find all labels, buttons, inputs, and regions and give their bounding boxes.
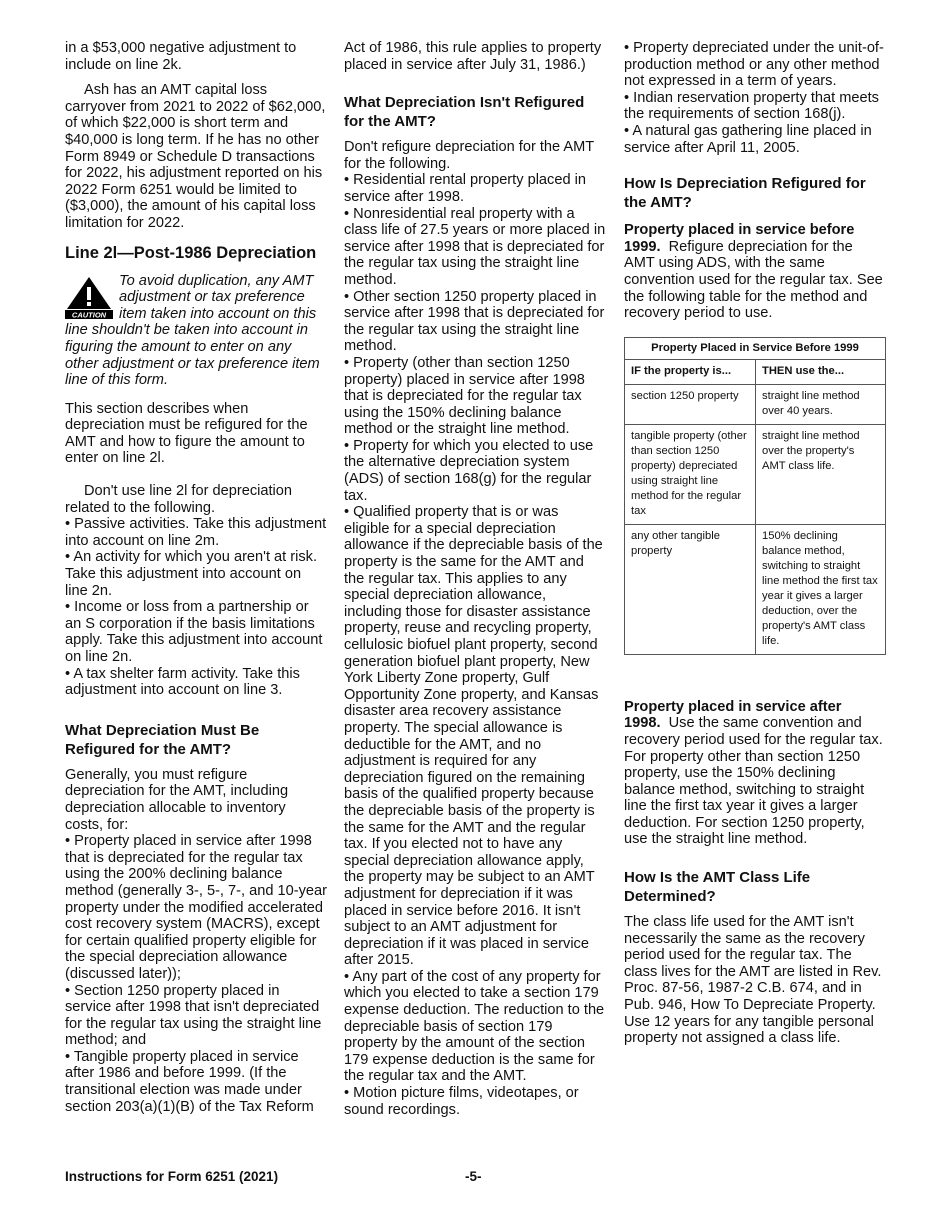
footer-page-number: -5- [465,1169,482,1184]
list-item: • Any part of the cost of any property for which you elected to take a section 179 expense deduction. The reduction to the depreciable basis of section 179 property by the amount of the section 179 expense deduction is the same for the regular tax and the AMT. [344,969,606,1085]
section-heading: What Depreciation Must Be Refigured for the AMT? [65,721,260,758]
caution-note [65,273,327,389]
footer-form-title: Instructions for Form 6251 (2021) [65,1169,279,1184]
list-item: • Tangible property placed in service after 1986 and before 1999. (If the transitional election was made under section 203(a)(1)(B) of the Tax Reform [65,1049,327,1115]
list-item: • Qualified property that is or was eligible for a special depreciation allowance if the depreciable basis of the property is the same for the AMT and the regular tax. This applies to any special depreciation allowance, including those for disaster assistance property, reuse and recycling property, cellulosic biofuel plant property, second generation biofuel plant property, New York Liberty Zone property, Gulf Opportunity Zone property, and Kansas disaster area recovery assistance property. The special allowance is deductible for the AMT, and no adjustment is required for any depreciation figured on the remaining basis of the qualified property because the depreciable basis of the property is the same for the AMT and the regular tax. If you elected not to have any special depreciation allowance apply, the property may be subject to an AMT adjustment for depreciation if it was placed in service before 2016. It isn't subject to an AMT adjustment for depreciation if it was placed in service after 2015. [344,504,606,969]
table-row [625,524,886,654]
list-item: • Income or loss from a partnership or an S corporation if the basis limitations apply. Take this adjustment into account on line 2n. [65,599,327,665]
paragraph: in a $53,000 negative adjustment to include on line 2k. [65,40,297,73]
table-cell: section 1250 property [625,384,756,424]
depreciation-table [624,337,886,655]
list-item: • Motion picture films, videotapes, or sound recordings. [344,1085,606,1118]
section-heading: How Is Depreciation Refigured for the AMT? [624,175,866,212]
table-cell: tangible property (other than section 1250 property) depreciated using straight line method for the regular tax [625,424,756,524]
list-item: • An activity for which you aren't at risk. Take this adjustment into account on line 2n. [65,549,327,599]
table-caption: Property Placed in Service Before 1999 [625,337,886,359]
paragraph: Ash has an AMT capital loss carryover from 2021 to 2022 of $62,000, of which $22,000 is short term and $40,000 is long term. If he has no other Form 8949 or Schedule D transactions for 2022, his adjustment reported on his 2022 Form 6251 would be limited to ($3,000), the amount of his capital loss limitation for 2022. [65,82,326,231]
list-item: • Indian reservation property that meets the requirements of section 168(j). [624,90,886,123]
section-heading: How Is the AMT Class Life Determined? [624,869,811,906]
list-item: • Nonresidential real property with a class life of 27.5 years or more placed in service after 1998 that is depreciated for the regular tax using the straight line method. [344,206,606,289]
column-1 [65,40,327,1115]
section-heading: Line 2l—Post-1986 Depreciation [65,243,317,262]
table-cell: any other tangible property [625,524,756,654]
caution-text: To avoid duplication, any AMT adjustment or tax preference item taken into account on this line shouldn't be taken into account in figuring the amount to enter on any other adjustment or tax preference item line of this form. [65,272,320,389]
caution-icon [65,275,113,319]
table-row [625,384,886,424]
table-cell: straight line method over 40 years. [756,384,886,424]
column-3 [624,40,886,1047]
paragraph: Generally, you must refigure depreciation for the AMT, including depreciation allocable to inventory costs, for: [65,766,289,833]
list-item: • Residential rental property placed in service after 1998. [344,172,606,205]
paragraph: Refigure depreciation for the AMT using ADS, with the same convention used for the regular tax. See the following table for the method and recovery period to use. [624,238,883,322]
table-cell: straight line method over the property's AMT class life. [756,424,886,524]
column-2 [344,40,606,1118]
paragraph: Don't use line 2l for depreciation related to the following. [65,483,293,516]
paragraph: This section describes when depreciation must be refigured for the AMT and how to figure the amount to enter on line 2l. [65,400,308,467]
list-item: • Property depreciated under the unit-of-production method or any other method not expressed in a term of years. [624,40,886,90]
list-item: • A tax shelter farm activity. Take this adjustment into account on line 3. [65,666,327,699]
list-item: • Other section 1250 property placed in service after 1998 that is depreciated for the regular tax using the straight line method. [344,289,606,355]
caution-label: CAUTION [71,310,107,319]
table-header: IF the property is... [625,359,756,384]
runin-heading: Property placed in service before 1999. [624,222,855,255]
paragraph: Act of 1986, this rule applies to property placed in service after July 31, 1986.) [344,40,602,73]
paragraph: The class life used for the AMT isn't necessarily the same as the recovery period used for the regular tax. The class lives for the AMT are listed in Rev. Proc. 87-56, 1987-2 C.B. 674, and in Pub. 946, How To Depreciate Property. Use 12 years for any tangible personal property not assigned a class life. [624,914,882,1047]
list-item: • Property for which you elected to use the alternative depreciation system (ADS) of section 168(g) for the regular tax. [344,438,606,504]
section-heading: What Depreciation Isn't Refigured for the AMT? [344,94,585,131]
list-item: • A natural gas gathering line placed in service after April 11, 2005. [624,123,886,156]
table-header: THEN use the... [756,359,886,384]
table-cell: 150% declining balance method, switching to straight line method the first tax year it gives a larger deduction, over the property's AMT class life. [756,524,886,654]
paragraph: Don't refigure depreciation for the AMT for the following. [344,139,594,172]
table-row [625,424,886,524]
list-item: • Section 1250 property placed in service after 1998 that isn't depreciated for the regular tax using the straight line method; and [65,983,327,1049]
list-item: • Property (other than section 1250 property) placed in service after 1998 that is depreciated for the regular tax using the 150% declining balance method or the straight line method. [344,355,606,438]
list-item: • Passive activities. Take this adjustment into account on line 2m. [65,516,327,549]
runin-heading: Property placed in service after 1998. [624,698,842,732]
list-item: • Property placed in service after 1998 that is depreciated for the regular tax using the 200% declining balance method (generally 3-, 5-, 7-, and 10-year property under the modified accelerated cost recovery system (MACRS), except for certain qualified property eligible for the special depreciation allowance (discussed later)); [65,833,327,982]
paragraph: Use the same convention and recovery period used for the regular tax. For property other than section 1250 property, use the 150% declining balance method, switching to straight line the first tax year it gives a larger deduction. For section 1250 property, use the straight line method. [624,715,883,848]
